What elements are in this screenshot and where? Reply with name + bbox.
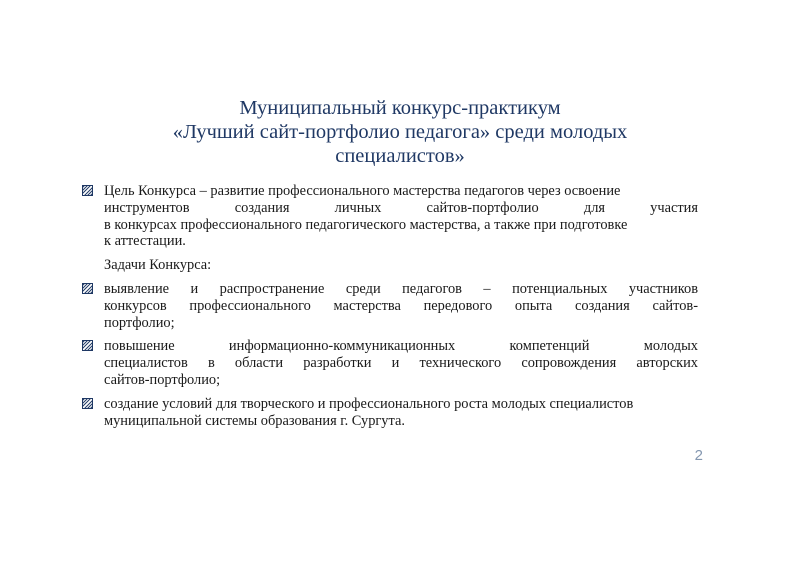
task-item [82,396,698,430]
task-line: выявление и распространение среди педагогов – потенциальных участников [104,280,698,297]
title-line: специалистов» [335,145,465,167]
goal-item [82,183,698,250]
tasks-heading [82,257,698,274]
title-line: «Лучший сайт-портфолио педагога» среди молодых [172,121,628,143]
goal-line: Цель Конкурса – развитие профессионального мастерства педагогов через освоение [104,183,621,199]
hatched-square-bullet-icon [82,340,93,351]
page-number: 2 [694,447,703,464]
task-line: повышение информационно-коммуникационных компетенций молодых [104,338,698,355]
task-item [82,338,698,388]
task-line: конкурсов профессионального мастерства передового опыта создания сайтов- [104,297,698,314]
slide-body [82,183,698,436]
task-line: портфолио; [104,314,175,331]
task-line: создание условий для творческого и профессионального роста молодых специалистов [104,395,634,412]
task-line: сайтов-портфолио; [104,371,221,388]
tasks-heading-text: Задачи Конкурса: [104,257,212,274]
goal-line: к аттестации. [104,233,186,250]
goal-line: инструментов создания личных сайтов-портфолио для участия [104,199,698,216]
hatched-square-bullet-icon [82,185,93,196]
hatched-square-bullet-icon [82,283,93,294]
task-line: муниципальной системы образования г. Сургута. [104,412,405,429]
slide-title [100,96,700,168]
title-line: Муниципальный конкурс-практикум [239,97,561,119]
goal-line: в конкурсах профессионального педагогического мастерства, а также при подготовке [104,216,628,233]
task-item [82,281,698,331]
hatched-square-bullet-icon [82,398,93,409]
task-line: специалистов в области разработки и технического сопровождения авторских [104,355,698,372]
